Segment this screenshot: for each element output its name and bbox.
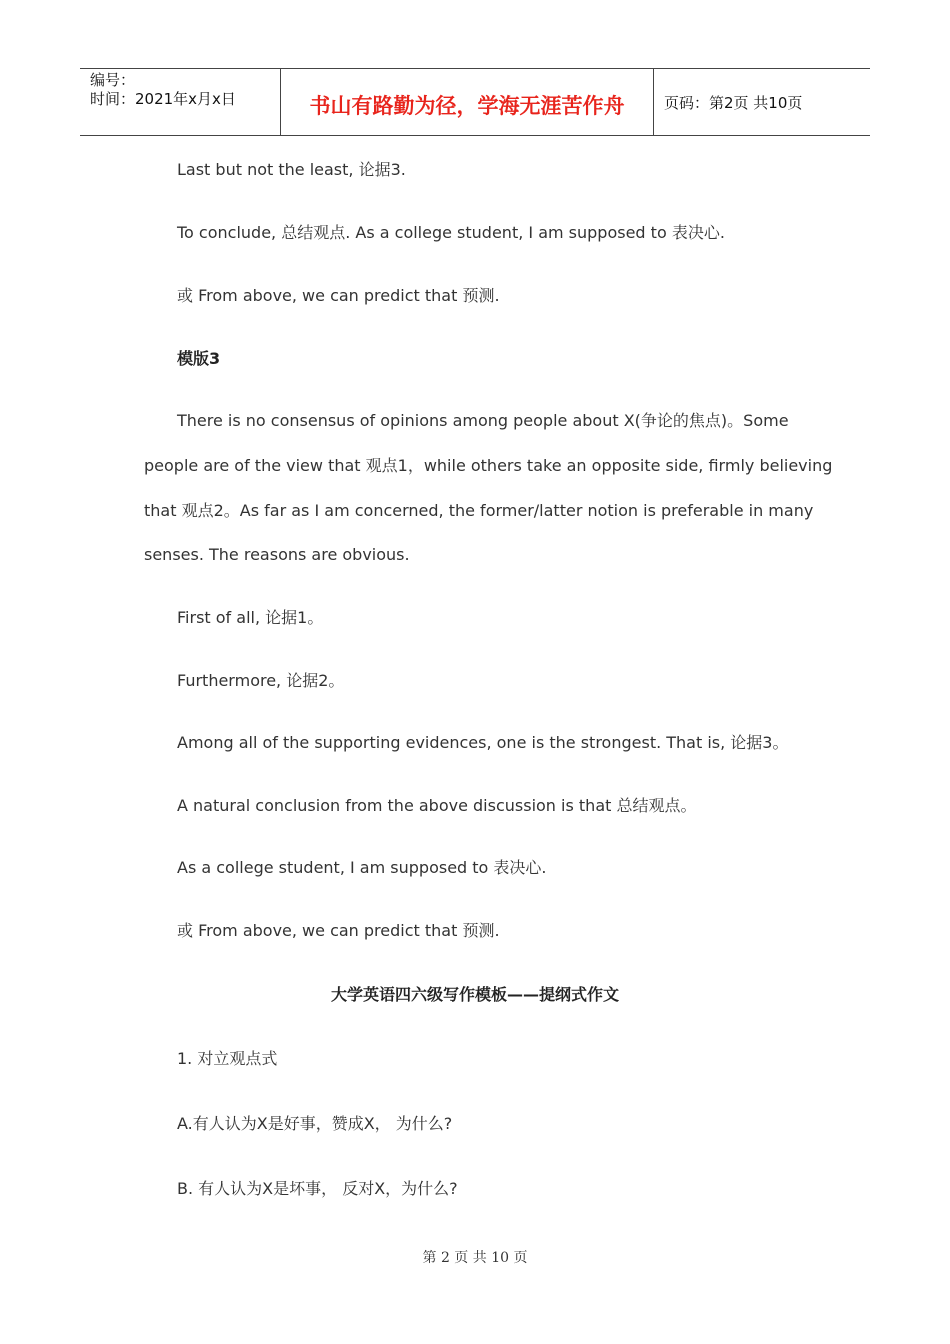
outline-item-1: 1. 对立观点式 bbox=[177, 1049, 278, 1068]
header-page-info: 页码：第2页 共10页 bbox=[664, 94, 803, 112]
template3-line-2: people are of the view that 观点1，while others take an opposite side, firmly believing bbox=[144, 456, 833, 475]
template3-first-of-all: First of all, 论据1。 bbox=[177, 608, 324, 627]
template3-college-student: As a college student, I am supposed to 表决心. bbox=[177, 858, 547, 877]
header-motto: 书山有路勤为径，学海无涯苦作舟 bbox=[281, 69, 654, 135]
paragraph-last-point: Last but not the least, 论据3. bbox=[177, 160, 406, 179]
section-title: 大学英语四六级写作模板——提纲式作文 bbox=[330, 985, 619, 1004]
template3-line-4: senses. The reasons are obvious. bbox=[144, 545, 410, 564]
template3-predict: 或 From above, we can predict that 预测. bbox=[177, 921, 500, 940]
paragraph-conclude: To conclude, 总结观点. As a college student, I am supposed to 表决心. bbox=[177, 223, 725, 242]
paragraph-predict: 或 From above, we can predict that 预测. bbox=[177, 286, 500, 305]
serial-number-label: 编号： bbox=[90, 71, 136, 89]
outline-item-a: A.有人认为X是好事，赞成X， 为什么? bbox=[177, 1114, 453, 1133]
template3-natural-conclusion: A natural conclusion from the above discussion is that 总结观点。 bbox=[177, 796, 697, 815]
template3-line-1: There is no consensus of opinions among people about X(争论的焦点)。Some bbox=[177, 411, 789, 430]
template3-line-3: that 观点2。As far as I am concerned, the former/latter notion is preferable in many bbox=[144, 501, 814, 520]
page-footer: 第 2 页 共 10 页 bbox=[422, 1250, 528, 1266]
header-meta-cell bbox=[80, 69, 281, 135]
date-label: 时间：2021年x月x日 bbox=[90, 90, 236, 108]
page-header bbox=[80, 68, 870, 136]
template3-strongest: Among all of the supporting evidences, one is the strongest. That is, 论据3。 bbox=[177, 733, 789, 752]
outline-item-b: B. 有人认为X是坏事， 反对X，为什么? bbox=[177, 1179, 458, 1198]
template3-heading: 模版3 bbox=[177, 349, 221, 368]
template3-furthermore: Furthermore, 论据2。 bbox=[177, 671, 345, 690]
